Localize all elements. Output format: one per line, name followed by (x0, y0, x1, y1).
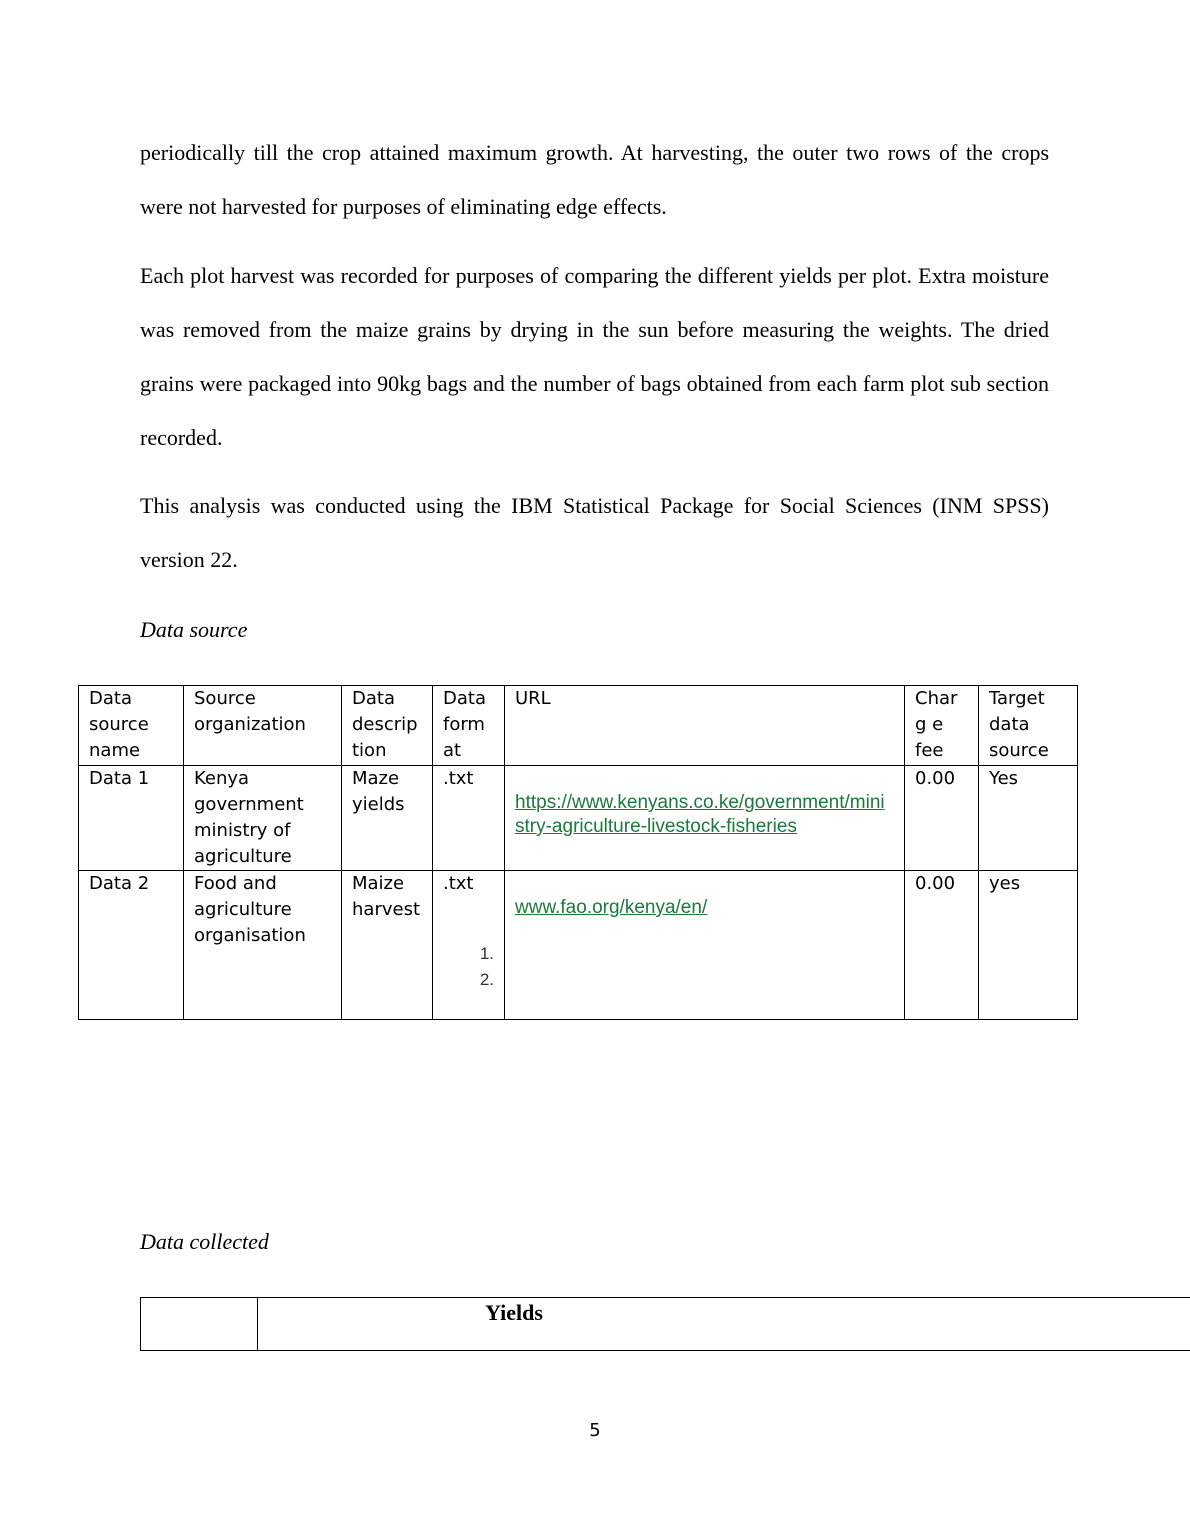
paragraph-plot-harvest: Each plot harvest was recorded for purposes of comparing the different yields per plot. Extra moisture was removed from the maize grains by drying in the sun before measuring the weights. The dried grains were packaged into 90kg bags and the number of bags obtained from each farm plot sub section recorded. (140, 263, 1049, 450)
fee-cell: 0.00 (905, 766, 979, 871)
header-cell: Data source name (79, 686, 184, 766)
target-cell: yes (979, 871, 1078, 1020)
source-name-cell: Data 1 (79, 766, 184, 871)
header-cell: Data form at (433, 686, 505, 766)
paragraph-harvesting: periodically till the crop attained maximum growth. At harvesting, the outer two rows of the crops were not harvested for purposes of eliminating edge effects. (140, 140, 1049, 219)
yields-header-cell (258, 1298, 1190, 1351)
paragraph-analysis: This analysis was conducted using the IBM Statistical Package for Social Sciences (INM SPSS) version 22. (140, 493, 1049, 572)
target-cell: Yes (979, 766, 1078, 871)
source-url-link[interactable]: www.fao.org/kenya/en/ (515, 897, 708, 918)
url-cell (505, 766, 905, 871)
header-cell: Source organization (184, 686, 342, 766)
data-source-table (78, 685, 1078, 1020)
header-cell: Data descrip tion (342, 686, 433, 766)
header-cell: Target data source (979, 686, 1078, 766)
list-marker: 2. (479, 970, 494, 989)
data-collected-heading: Data collected (140, 1229, 269, 1254)
organization-cell: Food and agriculture organisation (184, 871, 342, 1020)
table-row (79, 766, 1078, 871)
source-name-cell: Data 2 (79, 871, 184, 1020)
page-number: 5 (589, 1420, 601, 1441)
format-text: .txt (443, 873, 474, 894)
list-marker: 1. (479, 944, 494, 963)
description-cell: Maze yields (342, 766, 433, 871)
yields-header: Yields (485, 1300, 543, 1325)
yields-table (140, 1297, 1190, 1351)
format-cell (433, 871, 505, 1020)
description-cell: Maize harvest (342, 871, 433, 1020)
header-cell: Charg e fee (905, 686, 979, 766)
numbered-list (443, 941, 494, 993)
header-cell: URL (505, 686, 905, 766)
url-cell (505, 871, 905, 1020)
table-row (79, 871, 1078, 1020)
organization-cell: Kenya government ministry of agriculture (184, 766, 342, 871)
table-row (141, 1298, 1190, 1351)
fee-cell: 0.00 (905, 871, 979, 1020)
format-cell: .txt (433, 766, 505, 871)
table-header-row (79, 686, 1078, 766)
source-url-link[interactable]: https://www.kenyans.co.ke/government/ministry-agriculture-livestock-fisheries (515, 792, 885, 837)
data-source-heading: Data source (140, 617, 248, 642)
